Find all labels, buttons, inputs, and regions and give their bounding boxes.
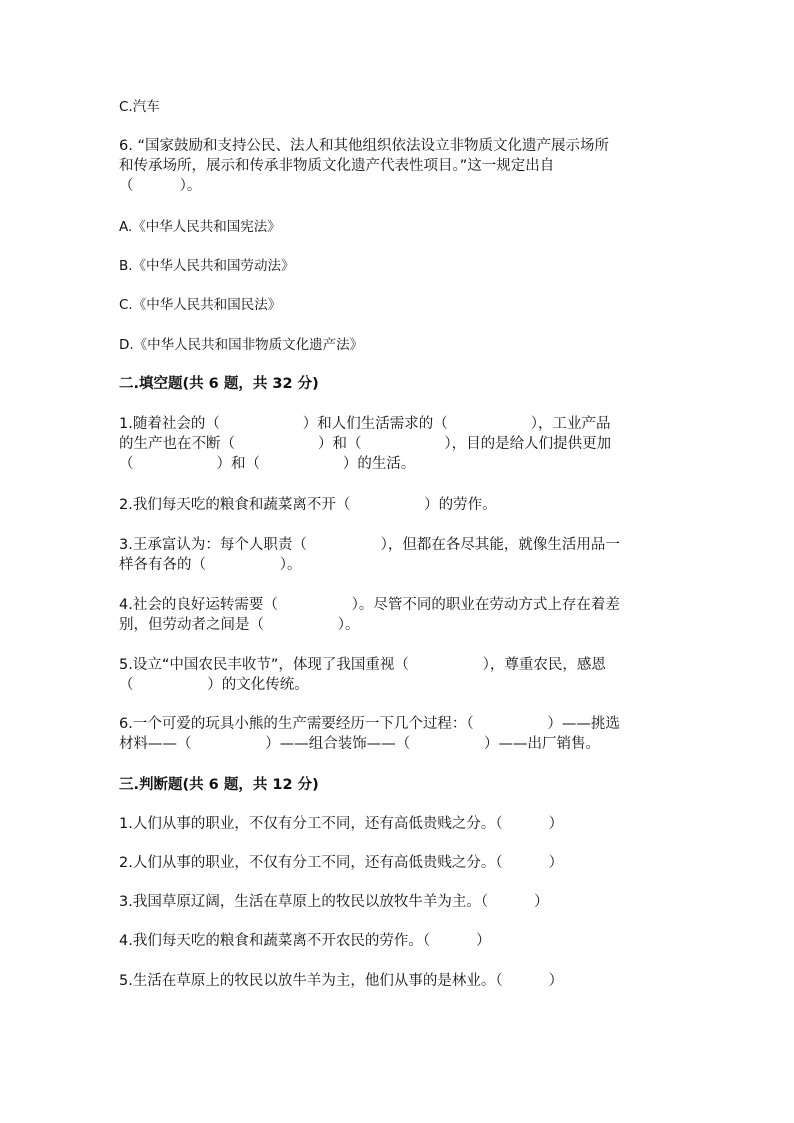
fill-q3-line-2: 样各有各的（ ）。: [119, 557, 302, 573]
fill-q4-line-2: 别，但劳动者之间是（ ）。: [119, 617, 360, 633]
fill-q6-line-2: 材料——（ ）——组合装饰——（ ）——出厂销售。: [119, 736, 600, 752]
judge-q3: 3.我国草原辽阔，生活在草原上的牧民以放牧牛羊为主。（ ）: [119, 894, 549, 910]
judge-q1: 1.人们从事的职业，不仅有分工不同，还有高低贵贱之分。（ ）: [119, 816, 564, 832]
fill-q5-line-1: 5.设立“中国农民丰收节”，体现了我国重视（ ），尊重农民，感恩: [119, 657, 606, 673]
question-6-line-3: （ ）。: [119, 178, 202, 194]
question-6-line-1: 6. “国家鼓励和支持公民、法人和其他组织依法设立非物质文化遗产展示场所: [119, 138, 609, 154]
fill-q1-line-2: 的生产也在不断（ ）和（ ），目的是给人们提供更加: [119, 436, 612, 452]
section-fill-blank-heading: 二.填空题(共 6 题，共 32 分): [119, 376, 319, 392]
fill-q2: 2.我们每天吃的粮食和蔬菜离不开（ ）的劳作。: [119, 497, 497, 513]
judge-q5: 5.生活在草原上的牧民以放牛羊为主，他们从事的是林业。（ ）: [119, 973, 564, 989]
fill-q3-line-1: 3.王承富认为：每个人职责（ ），但都在各尽其能，就像生活用品一: [119, 537, 620, 553]
option-a: A.《中华人民共和国宪法》: [119, 219, 281, 235]
judge-q4: 4.我们每天吃的粮食和蔬菜离不开农民的劳作。（ ）: [119, 933, 491, 949]
fill-q4-line-1: 4.社会的良好运转需要（ ）。尽管不同的职业在劳动方式上存在着差: [119, 597, 620, 613]
section-judge-heading: 三.判断题(共 6 题，共 12 分): [119, 777, 319, 793]
judge-q2: 2.人们从事的职业，不仅有分工不同，还有高低贵贱之分。（ ）: [119, 855, 564, 871]
question-6-line-2: 和传承场所，展示和传承非物质文化遗产代表性项目。”这一规定出自: [119, 158, 555, 174]
option-d: D.《中华人民共和国非物质文化遗产法》: [119, 337, 364, 353]
fill-q1-line-3: （ ）和（ ）的生活。: [119, 456, 416, 472]
fill-q1-line-1: 1.随着社会的（ ）和人们生活需求的（ ），工业产品: [119, 416, 611, 432]
fill-q6-line-1: 6.一个可爱的玩具小熊的生产需要经历一下几个过程：（ ）——挑选: [119, 716, 620, 732]
option-c-car: C.汽车: [119, 99, 160, 115]
option-b: B.《中华人民共和国劳动法》: [119, 258, 295, 274]
option-c: C.《中华人民共和国民法》: [119, 297, 282, 313]
fill-q5-line-2: （ ）的文化传统。: [119, 677, 309, 693]
